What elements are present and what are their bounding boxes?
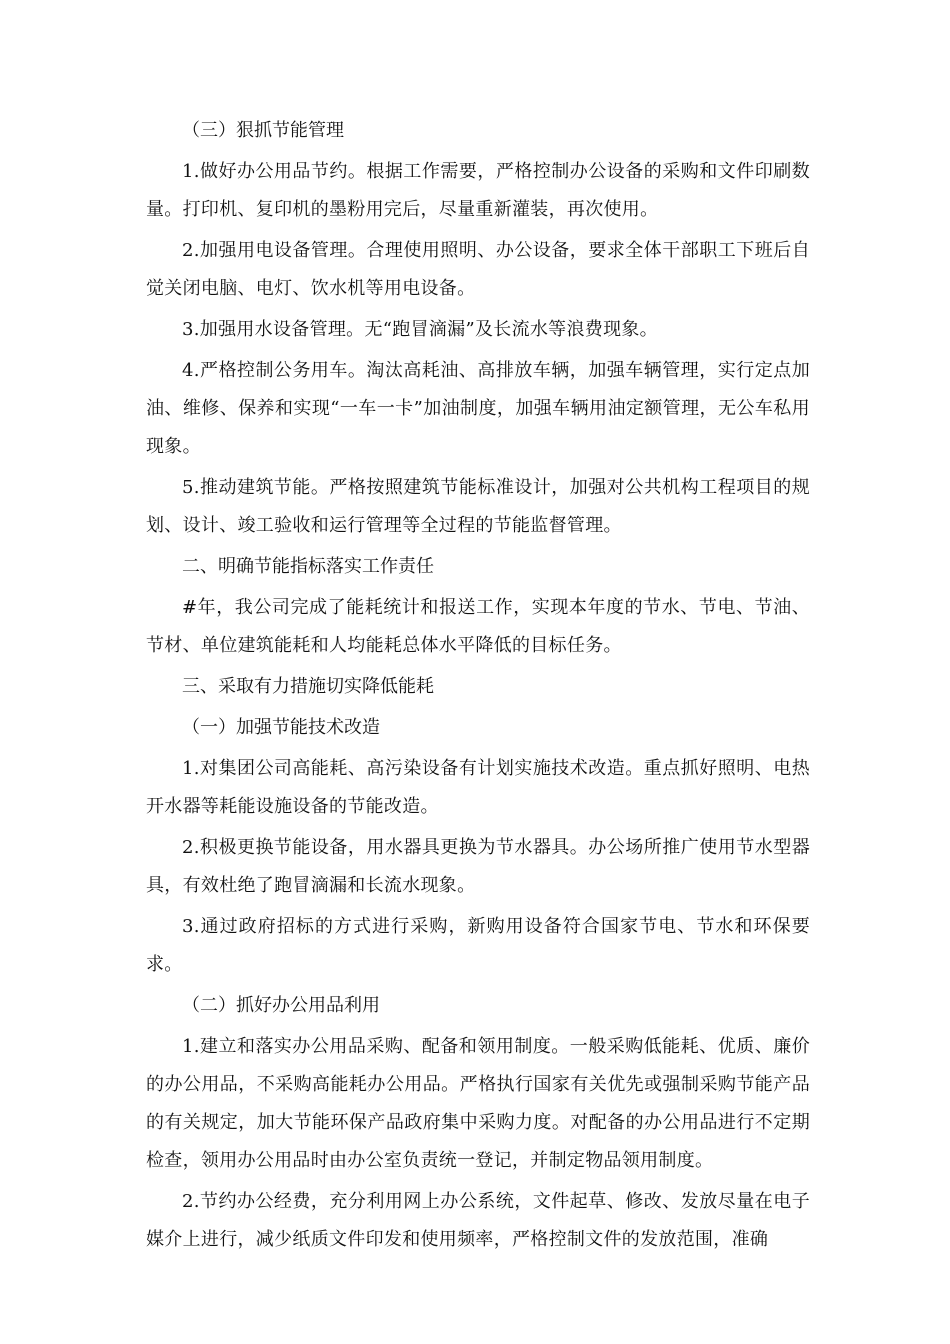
- paragraph-electric-equipment: 2.加强用电设备管理。合理使用照明、办公设备，要求全体干部职工下班后自觉关闭电脑、电灯、饮水机等用电设备。: [146, 240, 810, 299]
- paragraph-building-energy: 5.推动建筑节能。严格按照建筑节能标准设计，加强对公共机构工程项目的规划、设计、竣工验收和运行管理等全过程的节能监督管理。: [146, 477, 810, 536]
- section-heading-2-office-supplies: （二）抓好办公用品利用: [182, 995, 380, 1016]
- section-heading-1-technical-renovation: （一）加强节能技术改造: [182, 717, 380, 738]
- paragraph-official-vehicles: 4.严格控制公务用车。淘汰高耗油、高排放车辆，加强车辆管理，实行定点加油、维修、保养和实现“一车一卡”加油制度，加强车辆用油定额管理，无公车私用现象。: [146, 360, 810, 457]
- paragraph-equipment-renovation: 1.对集团公司高能耗、高污染设备有计划实施技术改造。重点抓好照明、电热开水器等耗能设施设备的节能改造。: [146, 758, 810, 817]
- paragraph-procurement-system: 1.建立和落实办公用品采购、配备和领用制度。一般采购低能耗、优质、廉价的办公用品，不采购高能耗办公用品。严格执行国家有关优先或强制采购节能产品的有关规定，加大节能环保产品政府集中采购力度。对配备的办公用品进行不定期检查，领用办公用品时由办公室负责统一登记，并制定物品领用制度。: [146, 1036, 810, 1171]
- section-heading-three-measures: 三、采取有力措施切实降低能耗: [182, 676, 434, 697]
- paragraph-annual-results: #年，我公司完成了能耗统计和报送工作，实现本年度的节水、节电、节油、节材、单位建筑能耗和人均能耗总体水平降低的目标任务。: [146, 597, 810, 656]
- section-heading-3-energy-management: （三）狠抓节能管理: [182, 120, 344, 141]
- document-page: [146, 112, 810, 1262]
- section-heading-two-responsibility: 二、明确节能指标落实工作责任: [182, 556, 434, 577]
- paragraph-office-supplies-saving: 1.做好办公用品节约。根据工作需要，严格控制办公设备的采购和文件印刷数量。打印机、复印机的墨粉用完后，尽量重新灌装，再次使用。: [146, 161, 810, 220]
- paragraph-water-equipment: 3.加强用水设备管理。无“跑冒滴漏”及长流水等浪费现象。: [182, 319, 658, 340]
- paragraph-water-saving-devices: 2.积极更换节能设备，用水器具更换为节水器具。办公场所推广使用节水型器具，有效杜绝了跑冒滴漏和长流水现象。: [146, 837, 810, 896]
- paragraph-office-expenses: 2.节约办公经费，充分利用网上办公系统，文件起草、修改、发放尽量在电子媒介上进行，减少纸质文件印发和使用频率，严格控制文件的发放范围，准确: [146, 1191, 810, 1250]
- paragraph-government-procurement: 3.通过政府招标的方式进行采购，新购用设备符合国家节电、节水和环保要求。: [146, 916, 810, 975]
